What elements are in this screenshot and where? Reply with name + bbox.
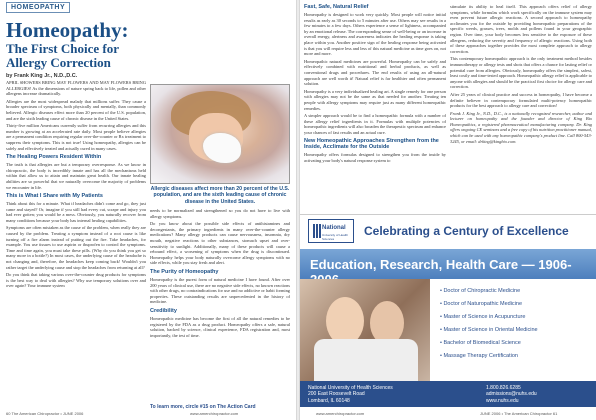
page-url-left[interactable]: www.amerchiropractor.com [190, 411, 239, 416]
intro-paragraph: APRIL SHOWERS BRING MAY FLOWERS AND MAY FLOWERS BRING ALLERGIES! As the dimensions of nature spring back to life, pollen and other allergens increase dramatically. [6, 80, 146, 97]
address-line: 200 East Roosevelt Road [308, 391, 365, 398]
body-paragraph: Do you know about the possible side effects of antihistamines and decongestants, the primary ingredients in many over-the-counter allergy medications? Many allergy products can cause nervousness, insomnia, dry mouth, negative reactions to other substances, stomach upset and over-sensitivity to sunlight. Additionally, many of these products will cause a rebound effect, a worsening of symptoms when the drug is discontinued. Homeopathy helps your body naturally overcome allergy symptoms with no side effects, while you stay fresh and alert. [150, 221, 290, 266]
section-heading: New Homeopathic Approaches Strengthen from the Inside, Acclimate for the Outside [304, 138, 439, 151]
ad-contact-info [486, 385, 537, 404]
section-heading: Fast, Safe, Natural Relief [304, 4, 369, 10]
program-item: • Massage Therapy Certification [440, 353, 518, 359]
program-list [440, 285, 590, 363]
ad-body [300, 279, 596, 381]
body-paragraph: Thirty-five million Americans currently suffer from recurring allergies and this number is growing at an accelerated rate daily. Most people believe allergies are a permanent condition requiring regular over-the-counter or Rx treatment to suppress their symptoms. This is not true! Using homeopathy, allergies can be safely and effectively treated and actually cured in many cases. [6, 123, 146, 151]
section-heading: The Purity of Homeopathy [150, 268, 219, 275]
body-paragraph: Allergies are the most widespread malady that millions suffer. They cause a broader spectrum of symptoms, both physically and mentally, than commonly believed. Allergic diseases effect more than 20 percent of the U.S. population, and are the sixth leading cause of chronic disease in the United States. [6, 98, 146, 121]
body-paragraph: Homeopathy is a very individualized healing art. A single remedy for one person with allergies may not be the same as that needed for another. Treating ten people with allergy symptoms may require just as many different homeopathic remedies. [304, 88, 446, 111]
author-bio: Frank J. King Jr., N.D., D.C., is a nationally recognized researcher, author and lecturer on homeopathy and the founder and director of King Bio Homeopathics, a registered pharmaceutical manufacturing company. Dr. King offers ongoing CE seminars and a free copy of his nutrition practitioner manual, which can be used with any homeopathic company's product line. Call 800-543-3245, or email: drking@kingbio.com. [450, 110, 592, 144]
body-paragraph: Homeopathy offers formulas designed to strengthen you from the inside by activating your body's natural response system to [304, 152, 446, 164]
ad-contact-bar [300, 381, 596, 407]
ad-tagline: Celebrating a Century of Excellence [364, 224, 569, 238]
body-paragraph: Homeopathic medicine has become the first of all the natural remedies to be registered by the FDA as a drug product. Homeopathy offers a safe, natural solution, backed by science, clinical experience, FDA registration and, most importantly, the test of time. [150, 315, 290, 338]
body-paragraph: This contemporary homeopathic approach is the only treatment method besides immunotherapy or allergy tests and shots that offers a chance for lasting relief or potential cure from allergies. Obviously, homeopathy offers the simplest, safest, least costly and time-tested approach. Homeopathic allergy relief is applicable to anyone with allergies and should be the practical first choice for allergy care and correction. [450, 56, 592, 90]
program-item: • Master of Science in Acupuncture [440, 314, 526, 320]
photo-caption: Allergic diseases affect more than 20 percent of the U.S. population, and are the sixth leading cause of chronic disease in the United States. [150, 186, 290, 205]
left-column-2 [150, 208, 290, 408]
program-item: • Doctor of Chiropractic Medicine [440, 288, 521, 294]
allergy-photo [150, 84, 290, 184]
ad-address [308, 385, 393, 404]
body-paragraph: Homeopathy is the purest form of natural medicine I have found. After over 200 years of clinical use, there are no negative side effects, no known reactions with other drugs, no contraindications for use and no addictive or habit forming properties. These outstanding results are unprecedented in the history of medicine. [150, 276, 290, 305]
address-line: National University of Health Sciences [308, 385, 393, 391]
body-paragraph: The truth is that allergies are but a temporary overresponse. As we know in chiropractic, the body is incredibly innate and has all the mechanisms held within that allow us to attain and maintain great health. Our innate healing abilities are so powerful that we naturally overcome the majority of problems we encounter in life. [6, 162, 146, 190]
email-link[interactable]: admissions@nuhs.edu [486, 391, 537, 398]
body-paragraph: Homeopathic natural medicines are powerful. Homeopathy can be safely and effectively combined with nutritional and herbal products, as well as conventional drugs and procedures. The end results of using an all-natural approach are well worth it! Natural relief is far healthier and often permanent solution. [304, 58, 446, 87]
right-column-1 [304, 4, 446, 210]
section-tag: HOMEOPATHY [6, 2, 70, 13]
page-folio-right: JUNE 2006 • The American Chiropractor 61 [480, 411, 558, 416]
section-heading: This is What I Share with My Patients [6, 193, 103, 200]
section-heading: The Healing Powers Resident Within [6, 154, 102, 161]
website-link[interactable]: www.nuhs.edu [486, 397, 519, 404]
right-column-2 [450, 4, 592, 210]
nuhs-logo [308, 219, 354, 243]
program-item: • Bachelor of Biomedical Science [440, 340, 521, 346]
article-byline: by Frank King Jr., N.D.,D.C. [6, 73, 78, 79]
program-item: • Doctor of Naturopathic Medicine [440, 301, 523, 307]
body-paragraph: needs to be normalized and strengthened so you do not have to live with allergy symptoms. [150, 208, 290, 219]
section-heading: Credibility [150, 307, 177, 314]
students-photo [300, 279, 430, 381]
nuhs-advertisement [300, 214, 596, 410]
logo-subtext: University of Health Sciences [322, 233, 349, 241]
body-paragraph: stimulate its ability to heal itself. This approach offers relief of allergy symptoms, while formulas which work specifically on the immune system may even prevent future allergic reactions. A second approach to homeopathy acclimates you for the outside by providing homeopathic preparations of the specific weeds, grasses, trees, molds and pollens found in your geographic region. Over time, your body becomes less sensitive to the exposure of these allergens, reducing the severity and frequency of allergic reactions. Using both of these approaches together provides the most complete approach to allergy correction. [450, 4, 592, 54]
body-paragraph: Do you think that taking various over-the-counter drug products for symptoms is the best way to deal with allergies? Why use temporary solutions over and over again? Your immune system [6, 272, 146, 289]
address-line: Lombard, IL 60148 [308, 397, 350, 404]
phone-number[interactable]: 1.800.826.6285 [486, 385, 521, 391]
ad-title-band [300, 249, 596, 279]
ad-band-title: Education, Research, Health Care — 1906- [310, 257, 572, 272]
left-column-1 [6, 80, 146, 408]
article-subtitle: The First Choice for Allergy Correction [6, 41, 119, 70]
body-paragraph: A simpler approach would be to find a homeopathic formula with a number of these allergy relief ingredients in it. Formulas with multiple potencies of homeopathic ingredients will also broaden the therapeutic spectrum and enhance your chances of fast results and an actual cure. [304, 113, 446, 135]
article-title: Homeopathy: [6, 18, 129, 42]
ad-header [300, 215, 596, 247]
page-url-right[interactable]: www.amerchiropractor.com [316, 411, 365, 416]
body-paragraph: Symptoms are often mistaken as the cause of the problem, when really they are caused by the problem. Treating a symptom instead of a root cause is like turning off a fire alarm instead of putting out the fire. Take headaches, for example. You use tissues to use aspirin or ibuprofen to control the symptoms. Time and time again, you must take these pills. (Why do you think you get so many more in a bottle?) In most cases, the underlying cause of the headache is not changing and, therefore, the headaches keep coming back! Wouldn't you rather target the underlying cause and stop the headaches from returning at all? [6, 225, 146, 270]
logo-text: National [322, 225, 346, 231]
body-paragraph: Think about this for a minute. What if headaches didn't come and go, they just came and stayed? Or, imagine if you still had every cut, scrape and injury you had ever gotten; you would be a mess. Obviously, you naturally recover from many conditions because your body has internal healing capabilities. [6, 201, 146, 223]
body-paragraph: After 25 years of clinical practice and success in homeopathy, I have become a definite believer in contemporary formulated multi-potency homeopathic products for the best approach to allergy care and correction! [450, 91, 592, 109]
body-paragraph: Homeopathy is designed to work very quickly. Most people will notice initial results as early as 30 seconds to 5 minutes after use. Others may see results in a few minutes to a few days. Others experience a sense of lightness, accompanied by an emotional release. The corresponding sense of well-being or an increase in overall energy, alertness and awareness indicates the healing response is taking place within you. Another positive sign of the healing response being activated is that you will require less and less of this natural medicine as time goes on, not more and more. [304, 12, 446, 57]
logo-bars-icon [313, 224, 321, 238]
program-item: • Master of Science in Oriental Medicine [440, 327, 538, 333]
ad-footer-note: To learn more, circle #15 on The Action Card [150, 404, 256, 410]
page-folio-left: 60 The American Chiropractor • JUNE 2006 [6, 411, 84, 416]
left-page [0, 0, 296, 420]
